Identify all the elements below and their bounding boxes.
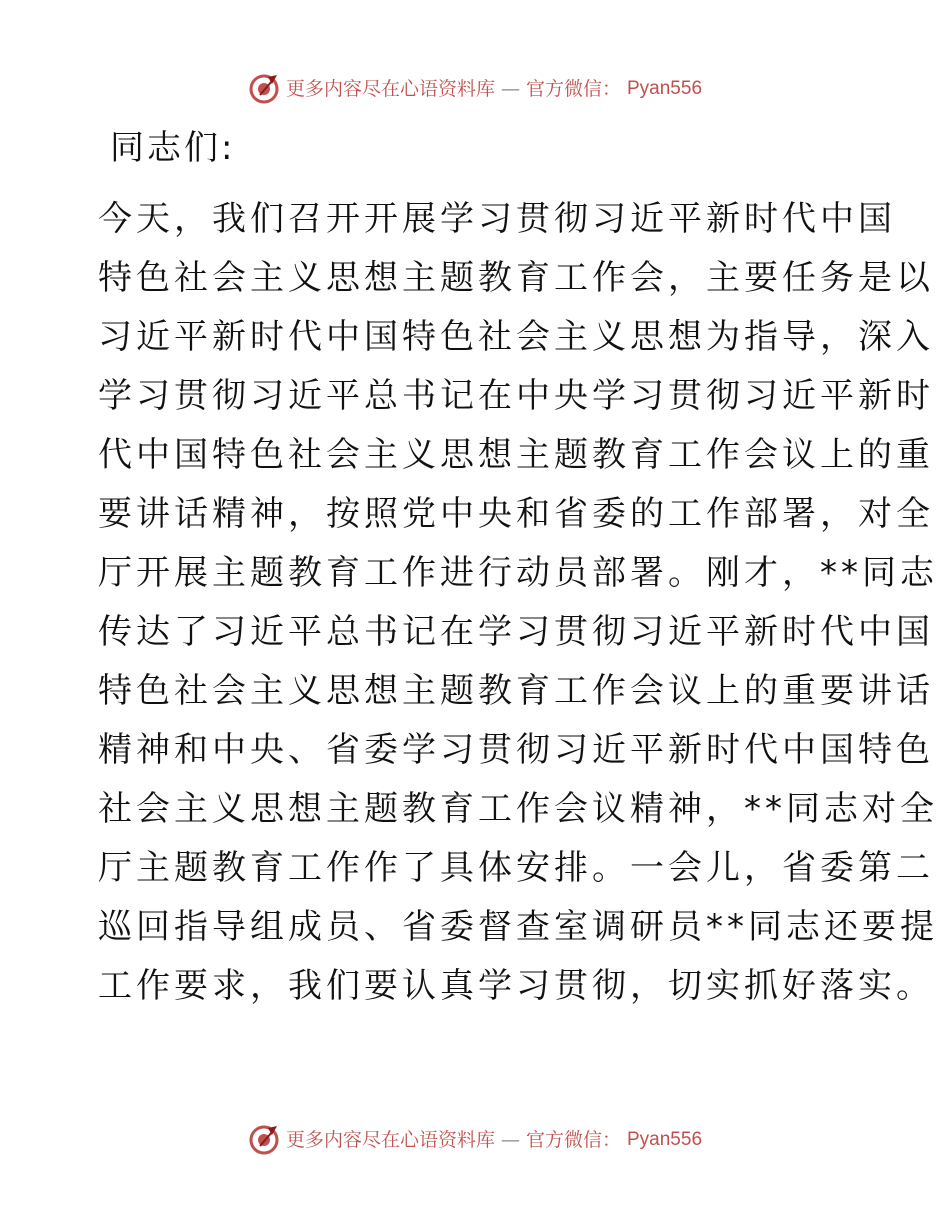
watermark-text: 更多内容尽在心语资料库 [285,78,495,100]
text-line: 传达了习近平总书记在学习贯彻习近平新时代中国 [98,612,934,652]
body-paragraph [98,190,938,1016]
watermark-official: 官方微信： [525,1129,621,1151]
text-line: 代中国特色社会主义思想主题教育工作会议上的重 [98,435,934,475]
text-line: 社会主义思想主题教育工作会议精神，**同志对全 [98,789,938,829]
text-line: 要讲话精神，按照党中央和省委的工作部署，对全 [98,494,934,534]
watermark-separator: — [500,78,520,100]
quill-logo-icon [248,73,280,105]
text-line: 今天，我们召开开展学习贯彻习近平新时代中国 [98,199,896,239]
watermark-official: 官方微信： [525,78,621,100]
watermark-text: 更多内容尽在心语资料库 [285,1129,495,1151]
text-line: 厅开展主题教育工作进行动员部署。刚才，**同志 [98,553,938,593]
watermark-wechat-id: Pyan556 [627,78,703,99]
text-line: 习近平新时代中国特色社会主义思想为指导，深入 [98,317,934,357]
text-line: 特色社会主义思想主题教育工作会，主要任务是以 [98,258,934,298]
text-line: 精神和中央、省委学习贯彻习近平新时代中国特色 [98,730,934,770]
text-line: 工作要求，我们要认真学习贯彻，切实抓好落实。 [98,966,934,1006]
watermark-separator: — [500,1129,520,1151]
text-line: 厅主题教育工作作了具体安排。一会儿，省委第二 [98,848,934,888]
watermark-wechat-id: Pyan556 [627,1129,703,1150]
salutation: 同志们: [110,128,236,168]
text-line: 学习贯彻习近平总书记在中央学习贯彻习近平新时 [98,376,934,416]
quill-logo-icon [248,1124,280,1156]
text-line: 特色社会主义思想主题教育工作会议上的重要讲话 [98,671,934,711]
header-watermark [0,73,950,105]
text-line: 巡回指导组成员、省委督查室调研员**同志还要提 [98,907,938,947]
footer-watermark [0,1124,950,1156]
